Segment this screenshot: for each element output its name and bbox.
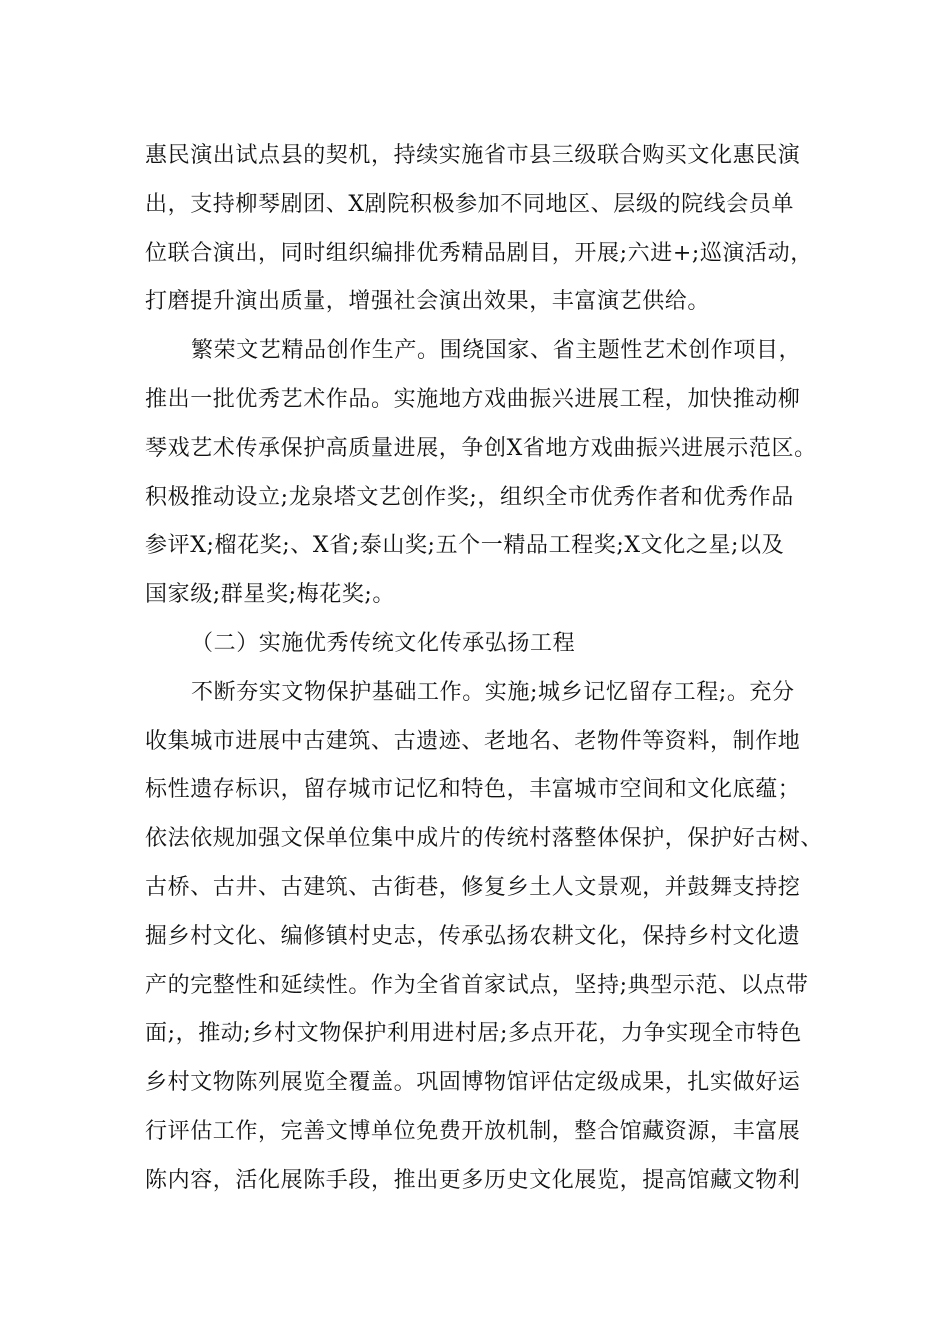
body-line-15: 依法依规加强文保单位集中成片的传统村落整体保护，保护好古树、 [145, 826, 824, 852]
section-heading: （二）实施优秀传统文化传承弘扬工程 [191, 630, 576, 656]
body-line-22: 陈内容，活化展陈手段，推出更多历史文化展览，提高馆藏文物利 [145, 1167, 801, 1193]
body-line-14: 标性遗存标识，留存城市记忆和特色，丰富城市空间和文化底蕴； [145, 777, 801, 803]
body-line-17: 掘乡村文化、编修镇村史志，传承弘扬农耕文化，保持乡村文化遗 [145, 923, 801, 949]
document-body [145, 132, 824, 1206]
body-line-9: 参评X;榴花奖;、X省;泰山奖;五个一精品工程奖;X文化之星;以及 [145, 533, 785, 559]
body-line-13: 收集城市进展中古建筑、古遗迹、老地名、老物件等资料，制作地 [145, 728, 801, 754]
body-line-19: 面;，推动;乡村文物保护利用进村居;多点开花，力争实现全市特色 [145, 1021, 802, 1047]
body-line-18: 产的完整性和延续性。作为全省首家试点，坚持;典型示范、以点带 [145, 972, 809, 998]
body-line-3: 位联合演出，同时组织编排优秀精品剧目，开展;六进+;巡演活动， [145, 240, 813, 266]
body-line-16: 古桥、古井、古建筑、古街巷，修复乡土人文景观，并鼓舞支持挖 [145, 874, 801, 900]
body-line-4: 打磨提升演出质量，增强社会演出效果，丰富演艺供给。 [145, 289, 711, 315]
paragraph-2-start: 繁荣文艺精品创作生产。围绕国家、省主题性艺术创作项目， [191, 338, 802, 364]
body-line-2: 出，支持柳琴剧团、X剧院积极参加不同地区、层级的院线会员单 [145, 191, 795, 217]
body-line-10: 国家级;群星奖;梅花奖;。 [145, 582, 396, 608]
body-line-21: 行评估工作，完善文博单位免费开放机制，整合馆藏资源，丰富展 [145, 1118, 801, 1144]
body-line-1: 惠民演出试点县的契机，持续实施省市县三级联合购买文化惠民演 [145, 143, 801, 168]
paragraph-3-start: 不断夯实文物保护基础工作。实施;城乡记忆留存工程;。充分 [191, 679, 795, 705]
body-line-7: 琴戏艺术传承保护高质量进展，争创X省地方戏曲振兴进展示范区。 [145, 435, 817, 461]
body-line-8: 积极推动设立;龙泉塔文艺创作奖;，组织全市优秀作者和优秀作品 [145, 484, 794, 510]
body-line-6: 推出一批优秀艺术作品。实施地方戏曲振兴进展工程，加快推动柳 [145, 386, 801, 412]
body-line-20: 乡村文物陈列展览全覆盖。巩固博物馆评估定级成果，扎实做好运 [145, 1070, 801, 1096]
